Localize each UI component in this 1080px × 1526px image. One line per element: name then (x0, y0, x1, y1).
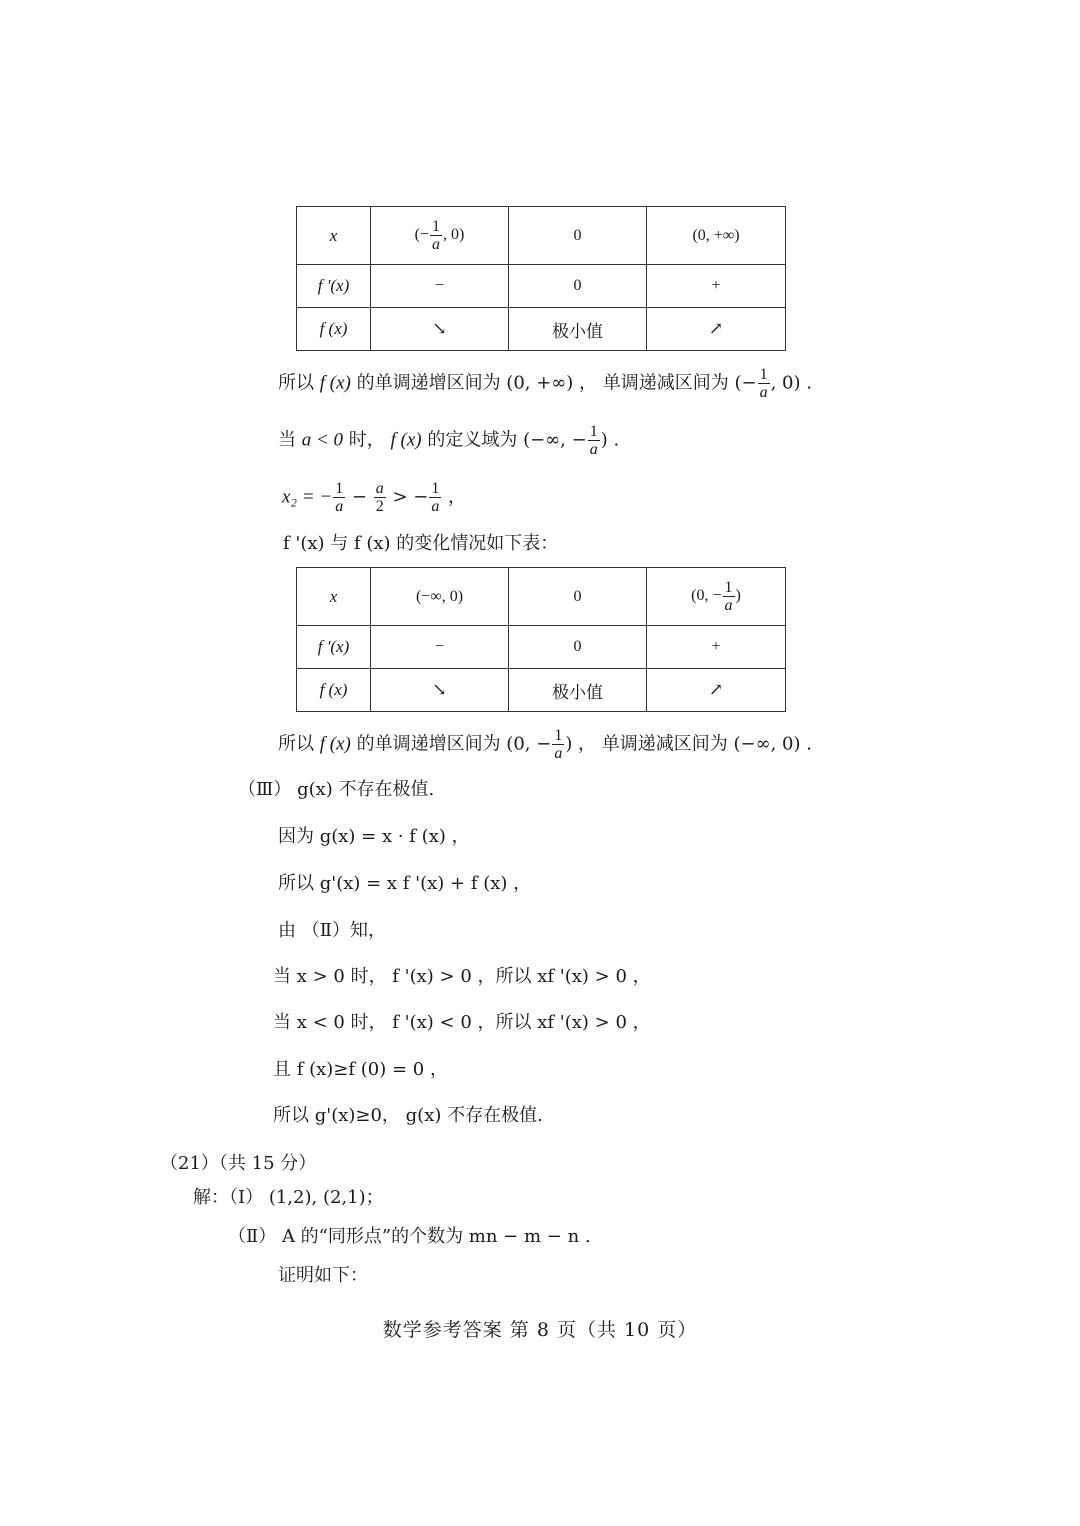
question-21-title: （21）（共 15 分） (160, 1153, 317, 1174)
table-cell: (0, +∞) (647, 207, 786, 265)
table-cell: f '(x) (297, 626, 371, 669)
table-cell: 极小值 (509, 669, 647, 712)
fraction: $\frac{1}{a}$ (431, 480, 440, 515)
table-intro-line: f '(x) 与 f (x) 的变化情况如下表： (283, 533, 559, 554)
table-row (297, 265, 786, 308)
part-3-line-4: 当 x > 0 时， f '(x) > 0 ，所以 xf '(x) > 0 ， (273, 966, 651, 987)
increasing-arrow-icon: ↗ (647, 669, 786, 712)
fraction: $\frac{1}{a}$ (554, 727, 563, 762)
table-cell: − (371, 265, 509, 308)
domain-line: 当 a < 0 时， f (x) 的定义域为 (−∞, − $\frac{1}{a}$ ) . (278, 423, 620, 458)
table-cell: f (x) (297, 308, 371, 351)
table-cell: (−∞, 0) (371, 568, 509, 626)
increasing-arrow-icon: ↗ (647, 308, 786, 351)
table-cell: f '(x) (297, 265, 371, 308)
table-cell: 0 (509, 207, 647, 265)
decreasing-arrow-icon: ↘ (371, 669, 509, 712)
table-cell: − (371, 626, 509, 669)
variation-table-2 (296, 567, 786, 712)
table-cell: (0, − $\frac{1}{a}$ ) (647, 568, 786, 626)
table-row (297, 207, 786, 265)
part-3-line-3: 由 （Ⅱ）知， (278, 920, 386, 941)
part-3-line-7: 所以 g'(x)≥0， g(x) 不存在极值. (273, 1105, 543, 1126)
variation-table-1 (296, 206, 786, 351)
fraction: $\frac{1}{a}$ (724, 579, 733, 614)
page-footer: 数学参考答案 第 8 页（共 10 页） (382, 1319, 698, 1341)
table-row (297, 669, 786, 712)
question-21-line-2: （Ⅱ） A 的“同形点”的个数为 mn − m − n . (228, 1226, 591, 1247)
table-row (297, 568, 786, 626)
table-cell: + (647, 626, 786, 669)
monotonic-intervals-line-2: 所以 f (x) 的单调递增区间为 (0, − $\frac{1}{a}$ ) ， 单调递减区间为 (−∞, 0) . (278, 727, 812, 762)
part-3-line-2: 所以 g'(x) = x f '(x) + f (x) ， (278, 873, 532, 894)
table-cell: x (297, 207, 371, 265)
fraction: $\frac{a}{2}$ (375, 480, 384, 515)
table-cell: f (x) (297, 669, 371, 712)
table-cell: 0 (509, 568, 647, 626)
table-cell: 0 (509, 265, 647, 308)
part-3-line-6: 且 f (x)≥f (0) = 0 ， (273, 1059, 448, 1080)
fraction: $\frac{1}{a}$ (335, 480, 344, 515)
question-21-line-1: 解：（Ⅰ） (1,2), (2,1)； (193, 1187, 384, 1208)
table-cell: x (297, 568, 371, 626)
part-3-title: （Ⅲ） g(x) 不存在极值. (238, 779, 435, 800)
part-3-line-1: 因为 g(x) = x · f (x) ， (278, 826, 470, 847)
x2-inequality-line: x₂ = − $\frac{1}{a}$ − $\frac{a}{2}$ > − $\frac{1}{a}$ ， (282, 480, 467, 515)
question-21-line-3: 证明如下： (278, 1265, 368, 1286)
decreasing-arrow-icon: ↘ (371, 308, 509, 351)
table-cell: + (647, 265, 786, 308)
table-row (297, 626, 786, 669)
fraction: $\frac{1}{a}$ (589, 423, 598, 458)
table-cell: 0 (509, 626, 647, 669)
part-3-line-5: 当 x < 0 时， f '(x) < 0 ，所以 xf '(x) > 0 ， (273, 1012, 651, 1033)
fraction: $\frac{1}{a}$ (759, 366, 768, 401)
monotonic-intervals-line-1: 所以 f (x) 的单调递增区间为 (0, +∞) ， 单调递减区间为 (− $\frac{1}{a}$ , 0) . (278, 366, 812, 401)
table-row (297, 308, 786, 351)
table-cell: 极小值 (509, 308, 647, 351)
table-cell: (− $\frac{1}{a}$ , 0) (371, 207, 509, 265)
fraction: $\frac{1}{a}$ (432, 218, 441, 253)
